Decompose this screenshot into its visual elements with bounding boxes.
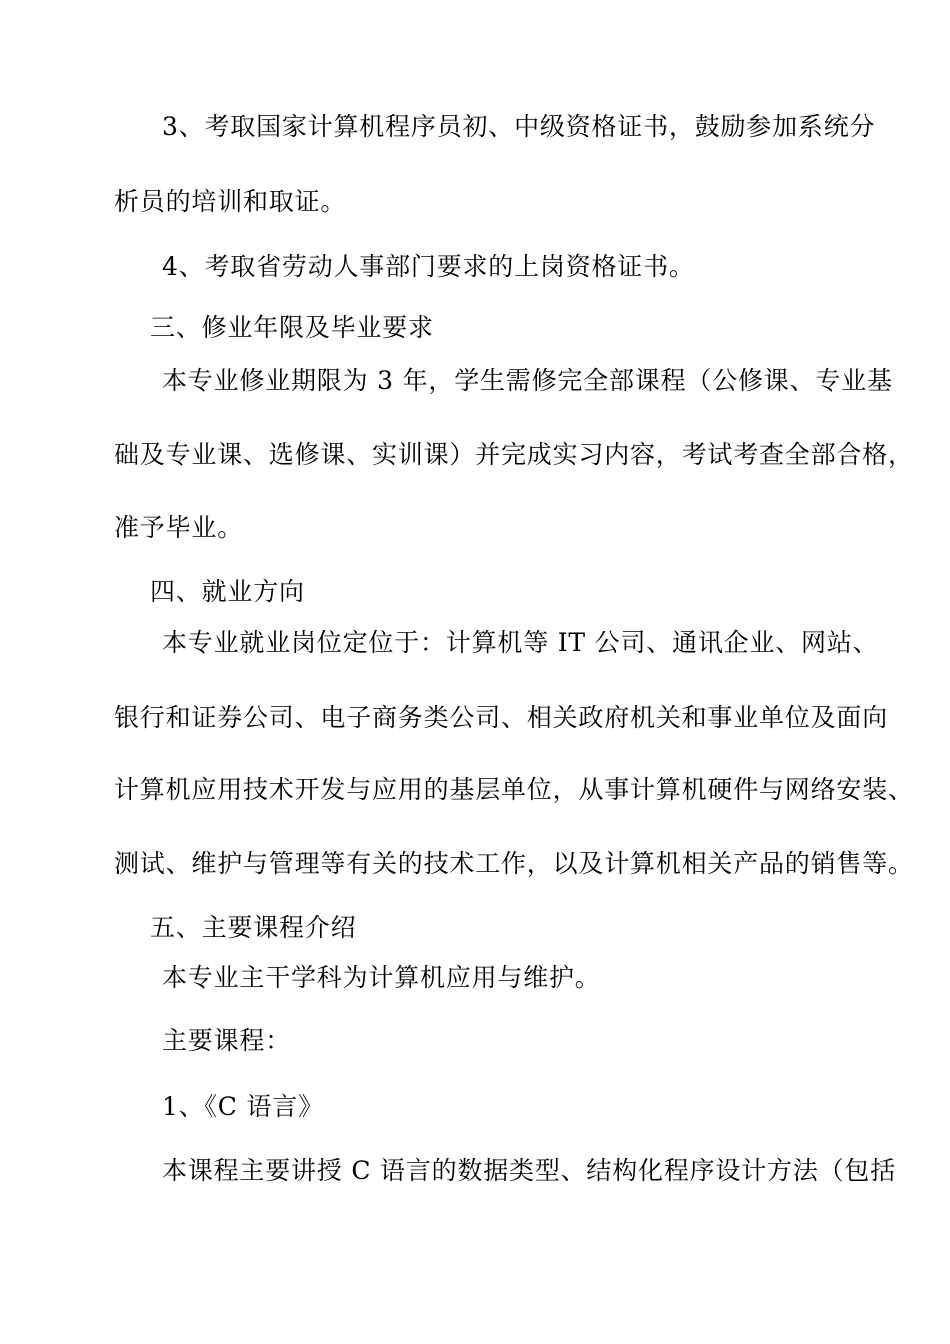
- paragraph-study-years-line-2: 础及专业课、选修课、实训课）并完成实习内容，考试考查全部合格，: [114, 440, 914, 469]
- paragraph-study-years-line-1: 本专业修业期限为 3 年，学生需修完全部课程（公修课、专业基: [162, 366, 893, 395]
- paragraph-item-3-line-1: 3、考取国家计算机程序员初、中级资格证书，鼓励参加系统分: [162, 112, 876, 141]
- paragraph-main-courses-label: 主要课程：: [162, 1026, 292, 1055]
- paragraph-employment-line-2: 银行和证券公司、电子商务类公司、相关政府机关和事业单位及面向: [114, 703, 889, 732]
- paragraph-c-language-description: 本课程主要讲授 C 语言的数据类型、结构化程序设计方法（包括: [162, 1156, 897, 1185]
- section-heading-4: 四、就业方向: [150, 577, 305, 606]
- paragraph-main-discipline: 本专业主干学科为计算机应用与维护。: [162, 963, 601, 992]
- paragraph-item-4: 4、考取省劳动人事部门要求的上岗资格证书。: [162, 252, 695, 281]
- course-title-c-language: 1、《C 语言》: [162, 1092, 324, 1121]
- paragraph-employment-line-4: 测试、维护与管理等有关的技术工作，以及计算机相关产品的销售等。: [114, 849, 914, 878]
- paragraph-employment-line-3: 计算机应用技术开发与应用的基层单位，从事计算机硬件与网络安装、: [114, 775, 914, 804]
- section-heading-5: 五、主要课程介绍: [150, 913, 357, 942]
- paragraph-employment-line-1: 本专业就业岗位定位于：计算机等 IT 公司、通讯企业、网站、: [162, 628, 879, 657]
- section-heading-3: 三、修业年限及毕业要求: [150, 313, 434, 342]
- paragraph-item-3-line-2: 析员的培训和取证。: [114, 187, 347, 216]
- paragraph-study-years-line-3: 准予毕业。: [114, 513, 244, 542]
